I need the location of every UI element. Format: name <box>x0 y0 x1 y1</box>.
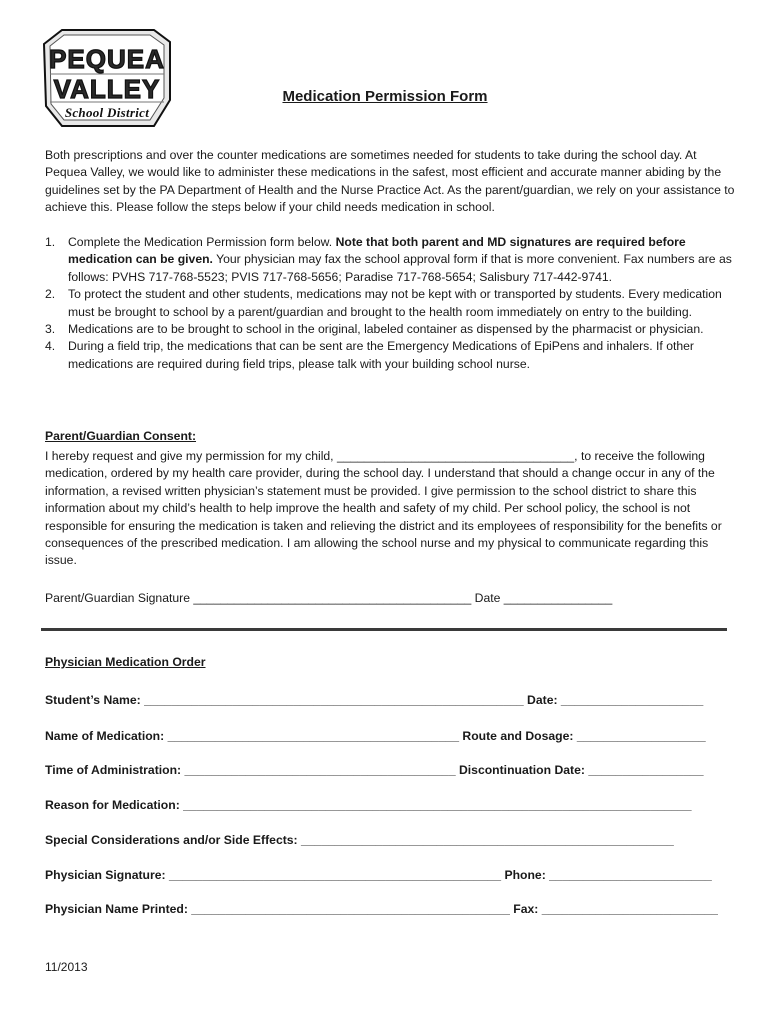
step-text: Complete the Medication Permission form below. <box>68 235 336 249</box>
special-considerations-field[interactable]: Special Considerations and/or Side Effects: _______________________________________________________ <box>45 833 674 847</box>
intro-paragraph: Both prescriptions and over the counter medications are sometimes needed for students to take during the school day. At Pequea Valley, we would like to administer these medications in the safest, most efficient and accurate manner abiding by the guidelines set by the PA Department of Health and the Nurse Practice Act. As the parent/guardian, we rely on your assistance to achieve this. Please follow the steps below if your child needs medication in school. <box>45 148 735 215</box>
revision-date: 11/2013 <box>45 960 88 974</box>
instruction-step <box>45 286 735 321</box>
physician-signature-field[interactable]: Physician Signature: _________________________________________________ Phone: ________________________ <box>45 868 712 882</box>
logo-line-2: VALLEY <box>53 74 161 104</box>
student-name-field[interactable]: Student’s Name: ________________________________________________________ Date: _____________________ <box>45 693 704 707</box>
form-title: Medication Permission Form <box>282 88 488 105</box>
instruction-step <box>45 338 735 373</box>
step-text-continued: Your physician may fax the school approval form if that is more convenient. Fax numbers are as follows: PVHS 717-768-5523; PVIS 717-768-5656; Paradise 717-768-5654; Salisbury 717-442-9741. <box>68 252 732 284</box>
step-bold-text: Note that both parent and MD signatures are required before medication can be given. <box>68 235 686 267</box>
step-number: 2. <box>45 287 56 302</box>
section-divider <box>41 628 727 631</box>
instruction-step <box>45 321 735 338</box>
physician-order-heading: Physician Medication Order <box>45 655 206 669</box>
step-number: 4. <box>45 339 56 354</box>
step-text: Medications are to be brought to school in the original, labeled container as dispensed by the pharmacist or physician. <box>68 322 704 337</box>
time-of-administration-field[interactable]: Time of Administration: ________________________________________ Discontinuation Date: _________________ <box>45 763 704 777</box>
consent-paragraph: I hereby request and give my permission for my child, ___________________________________, to receive the following medication, ordered by my health care provider, during the school day. I understand that should a change occur in any of the information, a revised written physician’s statement must be provided. I give permission to the school district to share this information about my child’s health to help improve the health and safety of my child. Per school policy, the school is not responsible for ensuring the medication is taken and relieving the district and its employees of responsibility for the benefits or consequences of the prescribed medication. I am allowing the school nurse and my physical to communicate regarding this issue. <box>45 449 722 568</box>
step-number: 3. <box>45 322 56 337</box>
step-text: During a field trip, the medications that can be sent are the Emergency Medications of EpiPens and inhalers. If other medications are required during field trips, please talk with your building school nurse. <box>68 339 694 371</box>
school-district-logo <box>42 26 172 130</box>
instruction-steps-list <box>45 234 735 373</box>
logo-line-1: PEQUEA <box>49 44 165 74</box>
consent-heading: Parent/Guardian Consent: <box>45 429 197 443</box>
medication-name-field[interactable]: Name of Medication: ___________________________________________ Route and Dosage: ___________________ <box>45 729 706 743</box>
step-text: To protect the student and other students, medications may not be kept with or transported by students. Every medication must be brought to school by a parent/guardian and brought to the health room immediately on entry to the building. <box>68 287 722 319</box>
parent-signature-line[interactable]: Parent/Guardian Signature _________________________________________ Date ________________ <box>45 591 613 605</box>
reason-for-medication-field[interactable]: Reason for Medication: ___________________________________________________________________________ <box>45 798 692 812</box>
step-number: 1. <box>45 235 56 249</box>
instruction-step <box>45 234 735 286</box>
physician-name-printed-field[interactable]: Physician Name Printed: _______________________________________________ Fax: __________________________ <box>45 902 718 916</box>
logo-line-3: School District <box>64 105 150 120</box>
